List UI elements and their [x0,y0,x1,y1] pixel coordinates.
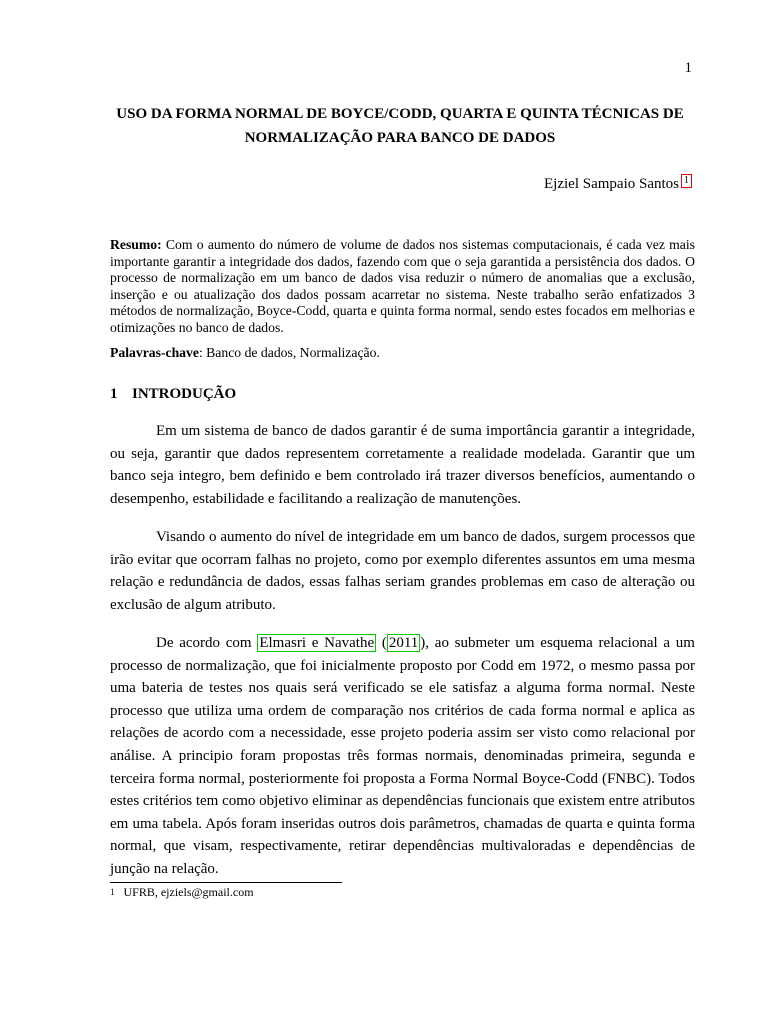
paragraph-3-body: ), ao submeter um esquema relacional a um processo de normalização, que foi inicialmente proposto por Codd em 1972, o mesmo passa por uma bateria de testes nos quais será verificado se ele satisfaz a alguma forma normal. Neste processo que utiliza uma ordem de comparação nos critérios de cada forma normal e aplica as relações de acordo com a necessidade, esse projeto poderia assim ser visto como relacional por análise. A principio foram propostas três formas normais, denominadas primeira, segunda e terceira forma normal, posteriormente foi proposta a Forma Normal Boyce-Codd (FNBC). Todos estes critérios tem como objetivo eliminar as dependências funcionais que existem entre atributos em uma tabela. Após foram inseridas outros dois parâmetros, chamadas de quarta e quinta forma normal, que visam, respectivamente, retirar dependências multivaloradas e dependências de junção na relação. [110,635,695,877]
paragraph-2: Visando o aumento do nível de integridade em um banco de dados, surgem processos que irão evitar que ocorram falhas no projeto, como por exemplo diferentes assuntos em uma mesma relação e redundância de dados, essas falhas seriam grandes problemas em caso de alteração ou exclusão de algum atributo. [110,529,695,613]
citation-paren: ( [376,635,387,651]
footnote-text: UFRB, ejziels@gmail.com [123,885,254,899]
section-title: INTRODUÇÃO [132,386,237,402]
abstract-text: Com o aumento do número de volume de dados nos sistemas computacionais, é cada vez mais importante garantir a integridade dos dados, fazendo com que o seja garantida a persistência dos dados. O processo de normalização em um banco de dados visa reduzir o número de anomalias que a exclusão, inserção e ou atualização dos dados possam acarretar no sistema. Neste trabalho serão enfatizados 3 métodos de normalização, Boyce-Codd, quarta e quinta forma normal, sendo estes focados em melhorias e otimizações no banco de dados. [110,237,695,335]
abstract-label: Resumo: [110,237,162,252]
paragraph-1: Em um sistema de banco de dados garantir é de suma importância garantir a integridade, ou seja, garantir que dados representem corretamente a realidade modelada. Garantir que um banco seja integro, bem definido e bem controlado irá trazer diversos benefícios, aumentando o desempenho, estabilidade e facilitando a realização de manutenções. [110,423,695,507]
abstract [110,237,695,337]
footnote [110,885,254,900]
section-heading [110,386,236,403]
citation-year-link[interactable]: 2011 [388,635,419,651]
author-line [544,176,692,193]
paper-title: USO DA FORMA NORMAL DE BOYCE/CODD, QUARTA E QUINTA TÉCNICAS DE NORMALIZAÇÃO PARA BANCO DE DADOS [116,106,684,146]
keywords-text: : Banco de dados, Normalização. [198,345,380,360]
citation-authors-link[interactable]: Elmasri e Navathe [259,635,375,651]
footnote-rule [110,882,342,883]
paragraph-3-lead: De acordo com [156,635,258,651]
page-number: 1 [684,60,692,76]
footnote-mark: 1 [110,887,115,897]
keywords [110,344,695,361]
section-number: 1 [110,386,118,402]
author-name: Ejziel Sampaio Santos [544,176,679,192]
paragraph-3 [110,632,695,881]
author-footnote-link[interactable]: 1 [681,174,692,188]
keywords-label: Palavras-chave [110,345,199,360]
